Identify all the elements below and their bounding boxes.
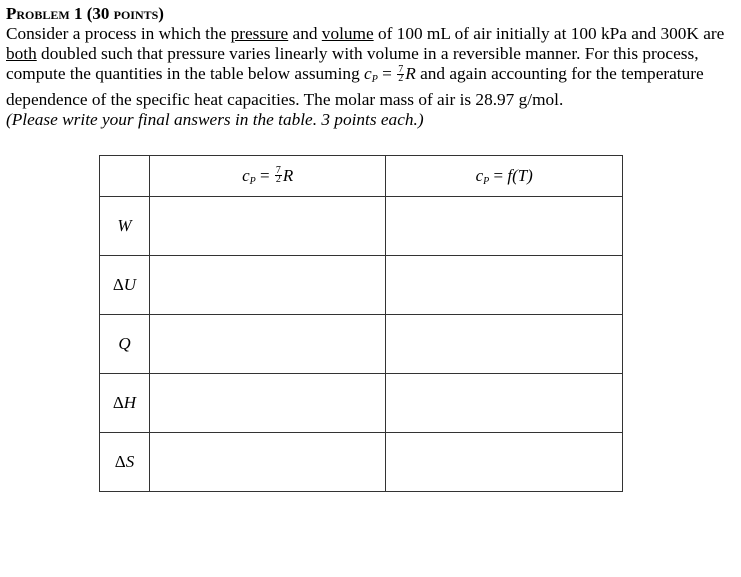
header-variable-cp <box>386 156 623 197</box>
statement-text-5: and again accounting for the temperature dependence of the specific heat capacities. The molar mass of air is 28.97 g/mol. <box>6 64 704 109</box>
col1-fraction-denominator: 2 <box>275 174 281 186</box>
col2-cp-symbol: c <box>475 165 484 185</box>
answer-cell-work-constant[interactable] <box>149 197 386 256</box>
answer-cell-work-variable[interactable] <box>386 197 623 256</box>
table-header-row <box>100 156 623 197</box>
table-row-internal-energy <box>100 256 623 315</box>
r-symbol: R <box>405 64 416 83</box>
row-symbol: U <box>123 275 137 294</box>
seven-halves-fraction <box>397 63 404 84</box>
row-label-heat <box>100 315 150 374</box>
header-blank-cell <box>100 156 150 197</box>
row-label-work <box>100 197 150 256</box>
col2-cp-subscript: P <box>483 175 490 187</box>
cp-subscript: P <box>371 74 378 85</box>
volume-underlined: volume <box>321 24 374 43</box>
answer-table <box>99 155 623 492</box>
problem-statement <box>6 24 734 110</box>
col1-fraction <box>275 167 282 184</box>
fraction-denominator: 2 <box>398 72 404 84</box>
fraction-numerator: 7 <box>398 63 404 75</box>
header-constant-cp <box>149 156 386 197</box>
equals-sign: = <box>377 64 397 83</box>
table-row-work <box>100 197 623 256</box>
row-symbol: H <box>123 393 137 412</box>
table-row-enthalpy <box>100 374 623 433</box>
row-prefix: Δ <box>112 393 124 412</box>
row-prefix: Δ <box>112 275 124 294</box>
row-symbol: W <box>117 216 132 235</box>
row-symbol: S <box>125 452 135 471</box>
problem-heading: Problem 1 (30 points) <box>6 4 164 23</box>
row-symbol: Q <box>118 334 131 353</box>
col1-r-symbol: R <box>282 165 294 185</box>
col2-function-argument: (T) <box>512 165 533 185</box>
table-row-entropy <box>100 433 623 492</box>
statement-text-1: Consider a process in which the <box>6 24 231 43</box>
answer-cell-dh-variable[interactable] <box>386 374 623 433</box>
answer-cell-q-constant[interactable] <box>149 315 386 374</box>
statement-text-4: doubled such that pressure varies linearly with volume in a reversible manner. For this process, compute the quantities in the table below assuming <box>6 44 699 83</box>
answer-cell-q-variable[interactable] <box>386 315 623 374</box>
answer-cell-ds-constant[interactable] <box>149 433 386 492</box>
col1-cp-symbol: c <box>242 165 250 185</box>
col2-equals: = <box>489 165 508 185</box>
problem-block <box>6 4 734 130</box>
col1-fraction-numerator: 7 <box>275 165 281 177</box>
pressure-underlined: pressure <box>230 24 289 43</box>
table-row-heat <box>100 315 623 374</box>
answer-cell-du-constant[interactable] <box>149 256 386 315</box>
both-underlined: both <box>6 44 37 63</box>
col1-equals: = <box>255 165 274 185</box>
row-prefix: Δ <box>114 452 126 471</box>
row-label-enthalpy <box>100 374 150 433</box>
answer-cell-du-variable[interactable] <box>386 256 623 315</box>
row-label-internal-energy <box>100 256 150 315</box>
col1-cp-subscript: P <box>249 175 256 187</box>
answer-cell-dh-constant[interactable] <box>149 374 386 433</box>
instructions-note: (Please write your final answers in the table. 3 points each.) <box>6 110 424 129</box>
statement-text-3: of 100 mL of air initially at 100 kPa and 300K are <box>373 24 725 43</box>
col2-function-symbol: f <box>507 165 513 185</box>
answer-cell-ds-variable[interactable] <box>386 433 623 492</box>
cp-symbol: c <box>364 64 372 83</box>
row-label-entropy <box>100 433 150 492</box>
statement-text-2: and <box>288 24 322 43</box>
